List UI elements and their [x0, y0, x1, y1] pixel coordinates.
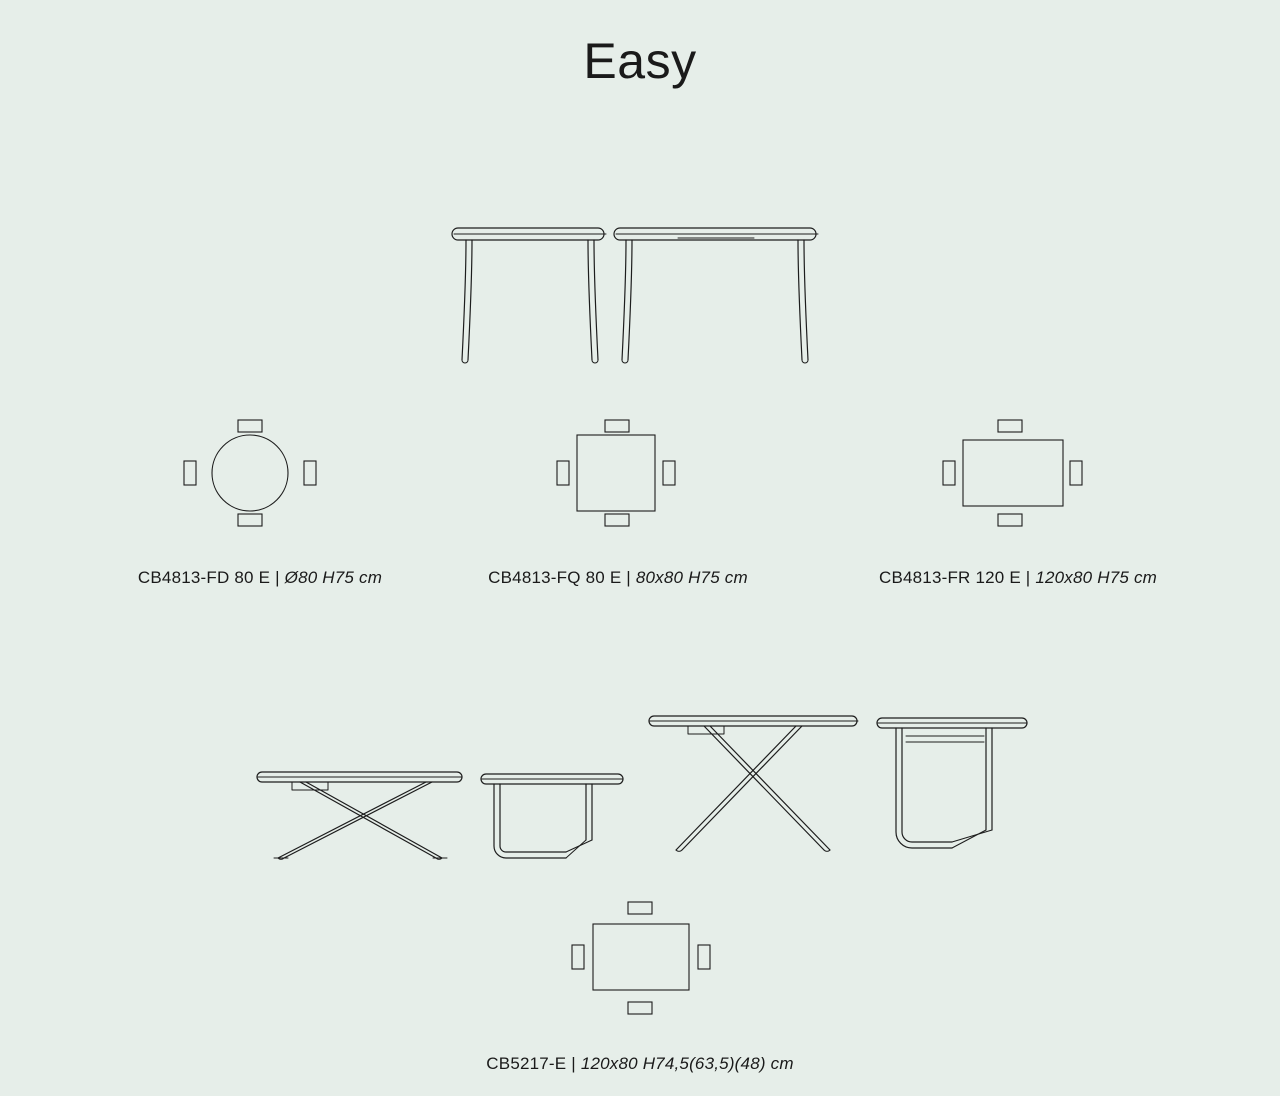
product-dimensions-2: 120x80 H75 cm	[1035, 568, 1158, 587]
figure-adjustable-table-high-side	[878, 712, 1030, 872]
product-code-2: CB4813-FR 120 E	[878, 568, 1021, 587]
separator-3: |	[566, 1054, 581, 1073]
caption-product-3	[440, 1054, 840, 1074]
product-code-0: CB4813-FD 80 E	[137, 568, 271, 587]
product-code-3: CB5217-E	[486, 1054, 567, 1073]
product-code-1: CB4813-FQ 80 E	[488, 568, 622, 587]
figure-adjustable-table-low-side	[482, 768, 627, 878]
figure-adjustable-table-low-elevation	[258, 766, 468, 876]
figure-table-elevation-square-80	[450, 220, 610, 370]
figure-adjustable-table-high-elevation	[648, 710, 863, 870]
plan-view-round-table	[180, 418, 320, 528]
page-title: Easy	[583, 33, 697, 89]
product-dimensions-0: Ø80 H75 cm	[284, 568, 383, 587]
caption-product-2	[818, 568, 1218, 588]
caption-product-0	[60, 568, 460, 588]
plan-view-rect-table	[930, 418, 1095, 528]
figure-table-elevation-rect-120	[612, 220, 822, 370]
separator-2: |	[1020, 568, 1036, 587]
caption-product-1	[418, 568, 818, 588]
separator-1: |	[621, 568, 636, 587]
product-dimensions-1: 80x80 H75 cm	[635, 568, 748, 587]
product-dimensions-3: 120x80 H74,5(63,5)(48) cm	[580, 1054, 794, 1073]
plan-view-adjustable-table	[558, 898, 723, 1022]
plan-view-square-table	[545, 418, 690, 528]
separator-0: |	[270, 568, 285, 587]
